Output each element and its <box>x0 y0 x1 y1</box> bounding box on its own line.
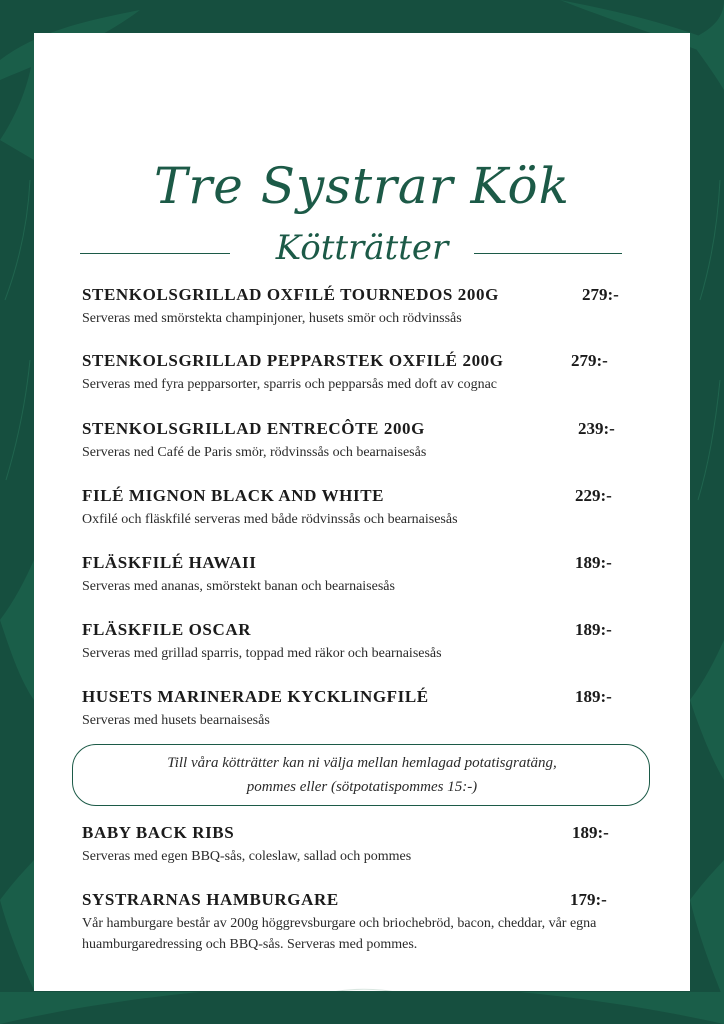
menu-item-name: FILÉ MIGNON BLACK AND WHITE <box>82 486 385 505</box>
menu-item-name: SYSTRARNAS HAMBURGARE <box>82 890 339 909</box>
menu-item-price: 229:- <box>575 486 612 505</box>
menu-item-name: BABY BACK RIBS <box>82 823 235 842</box>
menu-item-price: 179:- <box>570 890 607 909</box>
divider-right <box>474 253 622 254</box>
menu-item-price: 279:- <box>571 351 608 370</box>
menu-item-description: Serveras med egen BBQ-sås, coleslaw, sallad och pommes <box>82 849 412 864</box>
menu-item-description: Serveras ned Café de Paris smör, rödvinssås och bearnaisesås <box>82 445 427 460</box>
menu-item-price: 189:- <box>572 823 609 842</box>
menu-item-price: 189:- <box>575 620 612 639</box>
section-title: Kötträtter <box>275 228 449 268</box>
menu-item-name: STENKOLSGRILLAD ENTRECÔTE 200G <box>82 419 425 438</box>
section-header <box>34 228 690 268</box>
menu-item-price: 239:- <box>578 419 615 438</box>
sides-notice-box <box>72 744 650 806</box>
menu-item-description: Serveras med husets bearnaisesås <box>82 713 270 728</box>
restaurant-logo-title: Tre Systrar Kök <box>154 157 570 215</box>
menu-item-name: HUSETS MARINERADE KYCKLINGFILÉ <box>82 687 429 706</box>
menu-item-price: 189:- <box>575 687 612 706</box>
menu-item-description: Serveras med smörstekta champinjoner, husets smör och rödvinssås <box>82 311 462 326</box>
menu-item-description: Vår hamburgare består av 200g höggrevsburgare och briochebröd, bacon, cheddar, vår egna huamburgaredressing och BBQ-sås. Serveras med pommes. <box>82 916 597 952</box>
menu-item-name: FLÄSKFILÉ HAWAII <box>82 553 257 572</box>
menu-item-price: 189:- <box>575 553 612 572</box>
menu-item-description: Serveras med ananas, smörstekt banan och bearnaisesås <box>82 579 395 594</box>
sides-notice-line-1: Till våra kötträtter kan ni välja mellan hemlagad potatisgratäng, <box>167 755 557 771</box>
menu-item-name: FLÄSKFILE OSCAR <box>82 620 252 639</box>
menu-item-price: 279:- <box>582 285 619 304</box>
menu-item-name: STENKOLSGRILLAD PEPPARSTEK OXFILÉ 200G <box>82 351 504 370</box>
sides-notice-line-2: pommes eller (sötpotatispommes 15:-) <box>246 779 478 795</box>
menu-item-description: Serveras med grillad sparris, toppad med räkor och bearnaisesås <box>82 646 442 661</box>
menu-item-description: Oxfilé och fläskfilé serveras med både rödvinssås och bearnaisesås <box>82 512 458 527</box>
menu-item-description: Serveras med fyra pepparsorter, sparris och pepparsås med doft av cognac <box>82 377 497 392</box>
menu-item-name: STENKOLSGRILLAD OXFILÉ TOURNEDOS 200G <box>82 285 499 304</box>
bottom-ornament-icon <box>284 978 444 991</box>
sides-notice-text <box>73 751 651 799</box>
menu-card <box>34 33 690 991</box>
